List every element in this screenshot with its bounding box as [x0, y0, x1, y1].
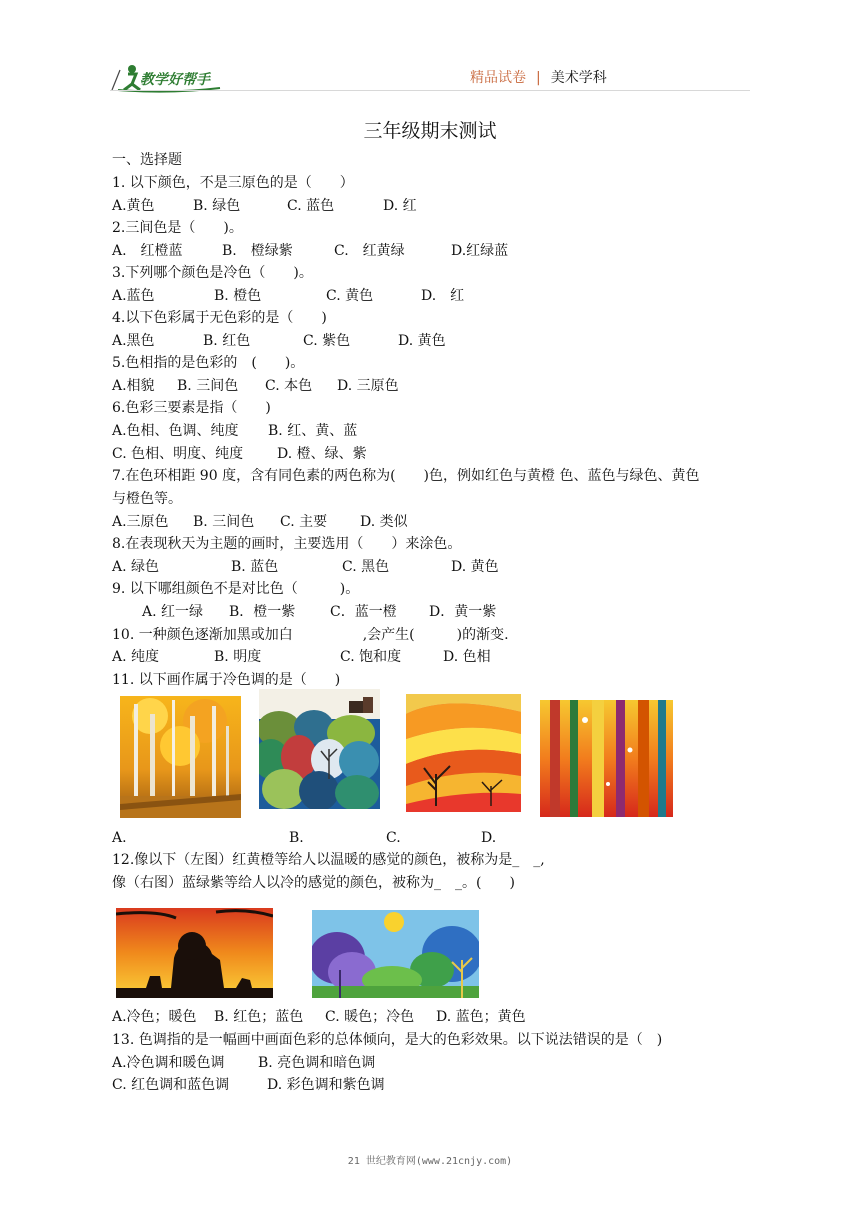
- header-info: [470, 67, 607, 87]
- q5-option-d: D. 三原色: [337, 378, 399, 394]
- q3-option-c: C. 黄色: [326, 288, 374, 304]
- q1-option-b: B. 绿色: [193, 198, 241, 214]
- q12-stem-line1: 12.像以下（左图）红黄橙等给人以温暖的感觉的颜色，被称为是_ _,: [112, 852, 545, 868]
- q12-option-d: D. 蓝色；黄色: [436, 1009, 526, 1025]
- q7-stem-line2: 与橙色等。: [112, 491, 182, 507]
- q8-option-a: A. 绿色: [112, 559, 160, 575]
- q12-option-b: B. 红色；蓝色: [214, 1009, 304, 1025]
- painting-b-colorful-trees: [259, 689, 380, 809]
- q11-option-a: A.: [112, 830, 127, 846]
- painting-cool-trees-sun: [312, 910, 479, 998]
- q13-option-b: B. 亮色调和暗色调: [258, 1055, 376, 1071]
- q8-option-b: B. 蓝色: [231, 559, 279, 575]
- svg-text:教学好帮手: 教学好帮手: [140, 72, 210, 88]
- q10-option-a: A. 纯度: [112, 649, 160, 665]
- q5-option-b: B. 三间色: [177, 378, 239, 394]
- q7-stem-line1: 7.在色环相距 90 度，含有同色素的两色称为( )色，例如红色与黄橙 色、蓝色与绿色、黄色: [112, 468, 700, 484]
- painting-d-warm-trunks: [540, 700, 673, 817]
- header-divider: [110, 90, 750, 91]
- q13-option-a: A.冷色调和暖色调: [112, 1055, 225, 1071]
- painting-warm-lion-sunset: [116, 908, 273, 998]
- q2-stem: 2.三间色是（ )。: [112, 220, 243, 236]
- q11-stem: 11. 以下画作属于冷色调的是（ ): [112, 672, 341, 688]
- q7-option-b: B. 三间色: [193, 514, 255, 530]
- q2-option-b: B. 橙绿紫: [222, 243, 293, 259]
- q6-option-d: D. 橙、绿、紫: [277, 446, 367, 462]
- q4-option-c: C. 紫色: [303, 333, 351, 349]
- q5-stem: 5.色相指的是色彩的 ( )。: [112, 355, 305, 371]
- q7-option-a: A.三原色: [112, 514, 169, 530]
- q6-option-c: C. 色相、明度、纯度: [112, 446, 244, 462]
- q5-option-c: C. 本色: [265, 378, 313, 394]
- header-category: 精品试卷: [470, 70, 526, 86]
- q12-option-a: A.冷色；暖色: [112, 1009, 197, 1025]
- section-heading: 一、选择题: [112, 152, 182, 168]
- painting-c-warm-swirls: [406, 694, 521, 812]
- site-logo: [110, 60, 230, 94]
- q4-option-b: B. 红色: [203, 333, 251, 349]
- q9-option-c: C．蓝一橙: [330, 604, 397, 620]
- q3-stem: 3.下列哪个颜色是冷色（ )。: [112, 265, 313, 281]
- q11-option-c: C.: [386, 830, 401, 846]
- q9-option-d: D．黄一紫: [429, 604, 497, 620]
- q12-stem-line2: 像（右图）蓝绿紫等给人以冷的感觉的颜色，被称为_ _。( ): [112, 875, 515, 891]
- q13-stem: 13. 色调指的是一幅画中画面色彩的总体倾向，是大的色彩效果。以下说法错误的是（ ): [112, 1032, 663, 1048]
- q10-stem: 10. 一种颜色逐渐加黑或加白 ,会产生( )的渐变.: [112, 627, 509, 643]
- painting-a-autumn-birches: [120, 696, 241, 818]
- q12-option-c: C. 暖色；冷色: [325, 1009, 415, 1025]
- header-subject: 美术学科: [550, 70, 607, 86]
- q1-option-c: C. 蓝色: [287, 198, 335, 214]
- q8-option-c: C. 黑色: [342, 559, 390, 575]
- q2-option-d: D.红绿蓝: [451, 243, 509, 259]
- q2-option-a: A. 红橙蓝: [112, 243, 183, 259]
- q3-option-a: A.蓝色: [112, 288, 155, 304]
- q13-option-c: C. 红色调和蓝色调: [112, 1077, 230, 1093]
- q6-option-a: A.色相、色调、纯度: [112, 423, 239, 439]
- q10-option-d: D. 色相: [443, 649, 491, 665]
- q5-option-a: A.相貌: [112, 378, 155, 394]
- q9-option-a: A. 红一绿: [142, 604, 204, 620]
- q4-stem: 4.以下色彩属于无色彩的是（ ): [112, 310, 327, 326]
- q6-stem: 6.色彩三要素是指（ ): [112, 400, 271, 416]
- q9-option-b: B．橙一紫: [229, 604, 296, 620]
- q11-option-b: B.: [289, 830, 304, 846]
- q3-option-d: D. 红: [421, 288, 465, 304]
- q4-option-a: A.黑色: [112, 333, 155, 349]
- q11-option-d: D.: [481, 830, 497, 846]
- page-footer: 21 世纪教育网(www.21cnjy.com): [347, 1156, 513, 1167]
- q13-option-d: D. 彩色调和紫色调: [267, 1077, 385, 1093]
- page-header: [0, 0, 860, 100]
- q1-option-a: A.黄色: [112, 198, 155, 214]
- q10-option-c: C. 饱和度: [340, 649, 402, 665]
- q9-stem: 9. 以下哪组颜色不是对比色（ )。: [112, 581, 360, 597]
- q8-option-d: D. 黄色: [451, 559, 499, 575]
- page-title: 三年级期末测试: [363, 120, 497, 142]
- q7-option-d: D. 类似: [360, 514, 408, 530]
- header-separator: |: [536, 70, 541, 86]
- q1-stem: 1. 以下颜色，不是三原色的是（ ）: [112, 175, 354, 191]
- q1-option-d: D. 红: [383, 198, 417, 214]
- q7-option-c: C. 主要: [280, 514, 328, 530]
- q10-option-b: B. 明度: [214, 649, 262, 665]
- q6-option-b: B. 红、黄、蓝: [268, 423, 358, 439]
- q4-option-d: D. 黄色: [398, 333, 446, 349]
- q2-option-c: C. 红黄绿: [334, 243, 405, 259]
- q8-stem: 8.在表现秋天为主题的画时，主要选用（ ）来涂色。: [112, 536, 462, 552]
- q3-option-b: B. 橙色: [214, 288, 262, 304]
